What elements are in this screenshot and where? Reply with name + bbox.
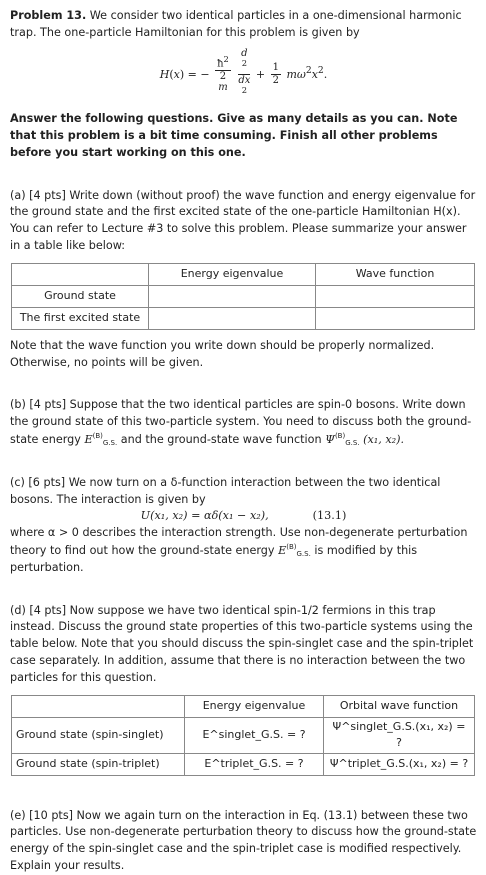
table-cell: Ground state — [12, 285, 149, 307]
table-row — [12, 285, 475, 307]
table-row — [12, 753, 475, 775]
table-cell — [12, 695, 185, 717]
hamiltonian-equation: H(x) = − $ħ^2$ 2 m d $^2$ dx $^2$ + $\frac{1}{2}$ $m\omega^2x^2$. — [159, 47, 328, 96]
part-b-text-1: (b) [4 pts] Suppose that the two identical particles are spin-0 bosons. Write down the ground state of this two-particle system. You need to discuss both the ground-state energy — [10, 398, 472, 447]
table-cell: Ground state (spin-triplet) — [12, 753, 185, 775]
problem-intro — [10, 8, 477, 42]
part-d-table — [11, 695, 475, 776]
part-a-table — [11, 263, 475, 330]
part-a-note: Note that the wave function you write down should be properly normalized. Otherwise, no points will be given. — [10, 338, 435, 369]
table-header: Orbital wave function — [324, 695, 475, 717]
part-c-text-2: where α > 0 describes the interaction strength. Use non-degenerate perturbation theory to find out how the ground-state energy $E^{(B)}_{G.S.}$ is modified by this perturbation. — [10, 526, 468, 574]
part-b-text-2: and the ground-state wave function — [117, 433, 326, 447]
wavefunction-args: (x₁, x₂). — [363, 433, 405, 447]
table-cell: E^triplet_G.S. = ? — [185, 753, 324, 775]
part-c-text-1: (c) [6 pts] We now turn on a δ-function interaction between the two identical bosons. The interaction is given by — [10, 475, 441, 506]
table-cell: Ψ^singlet_G.S.(x₁, x₂) = ? — [324, 717, 475, 753]
instruction-text: Answer the following questions. Give as many details as you can. Note that this problem is a bit time consuming. Finish all other problems before you start working on this one. — [10, 112, 458, 159]
table-header: Energy eigenvalue — [185, 695, 324, 717]
table-cell: Ground state (spin-singlet) — [12, 717, 185, 753]
table-header-row — [12, 263, 475, 285]
wavefunction-symbol: Ψ — [325, 433, 335, 447]
problem-label: Problem 13. — [10, 9, 87, 22]
part-e-text: (e) [10 pts] Now we again turn on the interaction in Eq. (13.1) between these two particles. Use non-degenerate perturbation theory to discuss how the ground-state energy of the spin-singlet case and the spin-triplet case is modified respectively. Explain your results. — [10, 808, 477, 872]
table-cell — [12, 263, 149, 285]
equation-number: (13.1) — [312, 509, 347, 523]
interaction-formula: U(x₁, x₂) = αδ(x₁ − x₂), — [140, 509, 269, 523]
interaction-equation — [10, 508, 477, 525]
table-cell: The first excited state — [12, 307, 149, 329]
part-b-text: (b) [4 pts] Suppose that the two identical particles are spin-0 bosons. Write down the ground state of this two-particle system. You need to discuss both the ground-state energy $E^{(B)}_{G.S.}$ and the ground-state wave function $\Psi^{(B)}_{G.S.}$ (x₁, x₂). — [10, 398, 472, 448]
table-row — [12, 307, 475, 329]
table-header: Wave function — [316, 263, 475, 285]
part-d-text: (d) [4 pts] Now suppose we have two identical spin-1/2 fermions in this trap instead. Discuss the ground state properties of this two-particle systems using the table below. Note that you should discuss the spin-singlet case and the spin-triplet case separately. In addition, assume that there is no interaction between the two particles for this question. — [10, 603, 474, 684]
energy-sub: G.S. — [102, 439, 118, 448]
table-cell — [316, 307, 475, 329]
table-row — [12, 717, 475, 753]
problem-intro-text: We consider two identical particles in a one-dimensional harmonic trap. The one-particle Hamiltonian for this problem is given by — [10, 9, 462, 39]
energy-symbol: E — [84, 433, 93, 447]
part-a-text: (a) [4 pts] Write down (without proof) the wave function and energy eigenvalue for the ground state and the first excited state of the one-particle Hamiltonian H(x). You can refer to Lecture #3 to solve this problem. Please summarize your answer in a table like below: — [10, 188, 476, 253]
table-cell: E^singlet_G.S. = ? — [185, 717, 324, 753]
table-cell — [149, 285, 316, 307]
table-cell — [149, 307, 316, 329]
table-cell — [316, 285, 475, 307]
energy-sup: (B) — [92, 432, 103, 441]
part-c-text-2a: where α > 0 describes the interaction strength. Use non-degenerate perturbation theory to find out how the ground-state energy — [10, 526, 468, 557]
table-header-row — [12, 695, 475, 717]
table-header: Energy eigenvalue — [149, 263, 316, 285]
table-cell: Ψ^triplet_G.S.(x₁, x₂) = ? — [324, 753, 475, 775]
part-c-text-2b: is modified by this perturbation. — [10, 544, 418, 574]
